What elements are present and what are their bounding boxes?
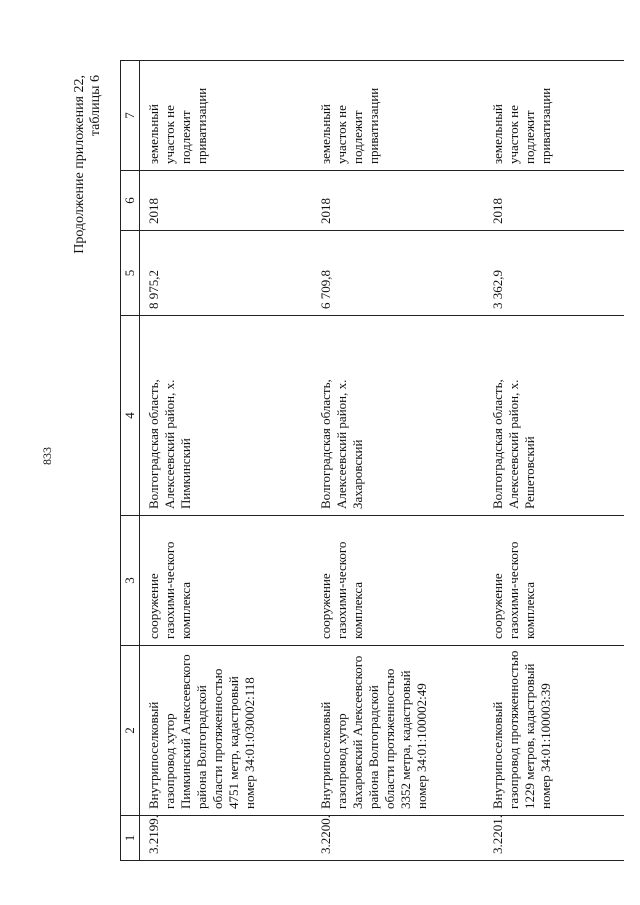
object-year: 2018: [484, 171, 624, 231]
page-number: 833: [40, 447, 54, 465]
object-address: Волгоградская область, Алексеевский район, х. Решетовский: [484, 316, 624, 516]
object-value: 6 709,8: [312, 231, 484, 316]
object-value: 3 362,9: [484, 231, 624, 316]
object-address: Волгоградская область, Алексеевский район, х. Пимкинский: [140, 316, 312, 516]
object-value: 8 975,2: [140, 231, 312, 316]
table-row: [140, 61, 312, 861]
row-number: 3.2201.: [484, 816, 624, 861]
object-address: Волгоградская область, Алексеевский район, х. Захаровский: [312, 316, 484, 516]
continuation-line-2: таблицы 6: [88, 75, 103, 137]
continuation-line-1: Продолжение приложения 22,: [72, 75, 87, 254]
table-row: [484, 61, 624, 861]
column-number-row: [121, 61, 140, 861]
object-name: Внутрипоселковый газопровод хутор Захаровский Алексеевского района Волгоградской области протяженностью 3352 метра, кадастровый номер 34:01:100002:49: [312, 646, 484, 816]
object-name: Внутрипоселковый газопровод протяженностью 1229 метров, кадастровый номер 34:01:100003:39: [484, 646, 624, 816]
property-table: [120, 60, 624, 861]
column-number: 1: [121, 816, 140, 861]
object-note: земельный участок не подлежит приватизации: [312, 61, 484, 171]
table-row: [312, 61, 484, 861]
column-number: 6: [121, 171, 140, 231]
object-note: земельный участок не подлежит приватизации: [140, 61, 312, 171]
column-number: 3: [121, 516, 140, 646]
object-year: 2018: [312, 171, 484, 231]
object-note: земельный участок не подлежит приватизации: [484, 61, 624, 171]
object-type: сооружение газохими-ческого комплекса: [312, 516, 484, 646]
column-number: 4: [121, 316, 140, 516]
row-number: 3.2199.: [140, 816, 312, 861]
object-type: сооружение газохими-ческого комплекса: [140, 516, 312, 646]
object-year: 2018: [140, 171, 312, 231]
column-number: 5: [121, 231, 140, 316]
column-number: 7: [121, 61, 140, 171]
column-number: 2: [121, 646, 140, 816]
continuation-note: [72, 75, 104, 305]
object-type: сооружение газохими-ческого комплекса: [484, 516, 624, 646]
row-number: 3.2200.: [312, 816, 484, 861]
object-name: Внутрипоселковый газопровод хутор Пимкинский Алексеевского района Волгоградской области протяженностью 4751 метр, кадастровый номер 34:01:030002:118: [140, 646, 312, 816]
